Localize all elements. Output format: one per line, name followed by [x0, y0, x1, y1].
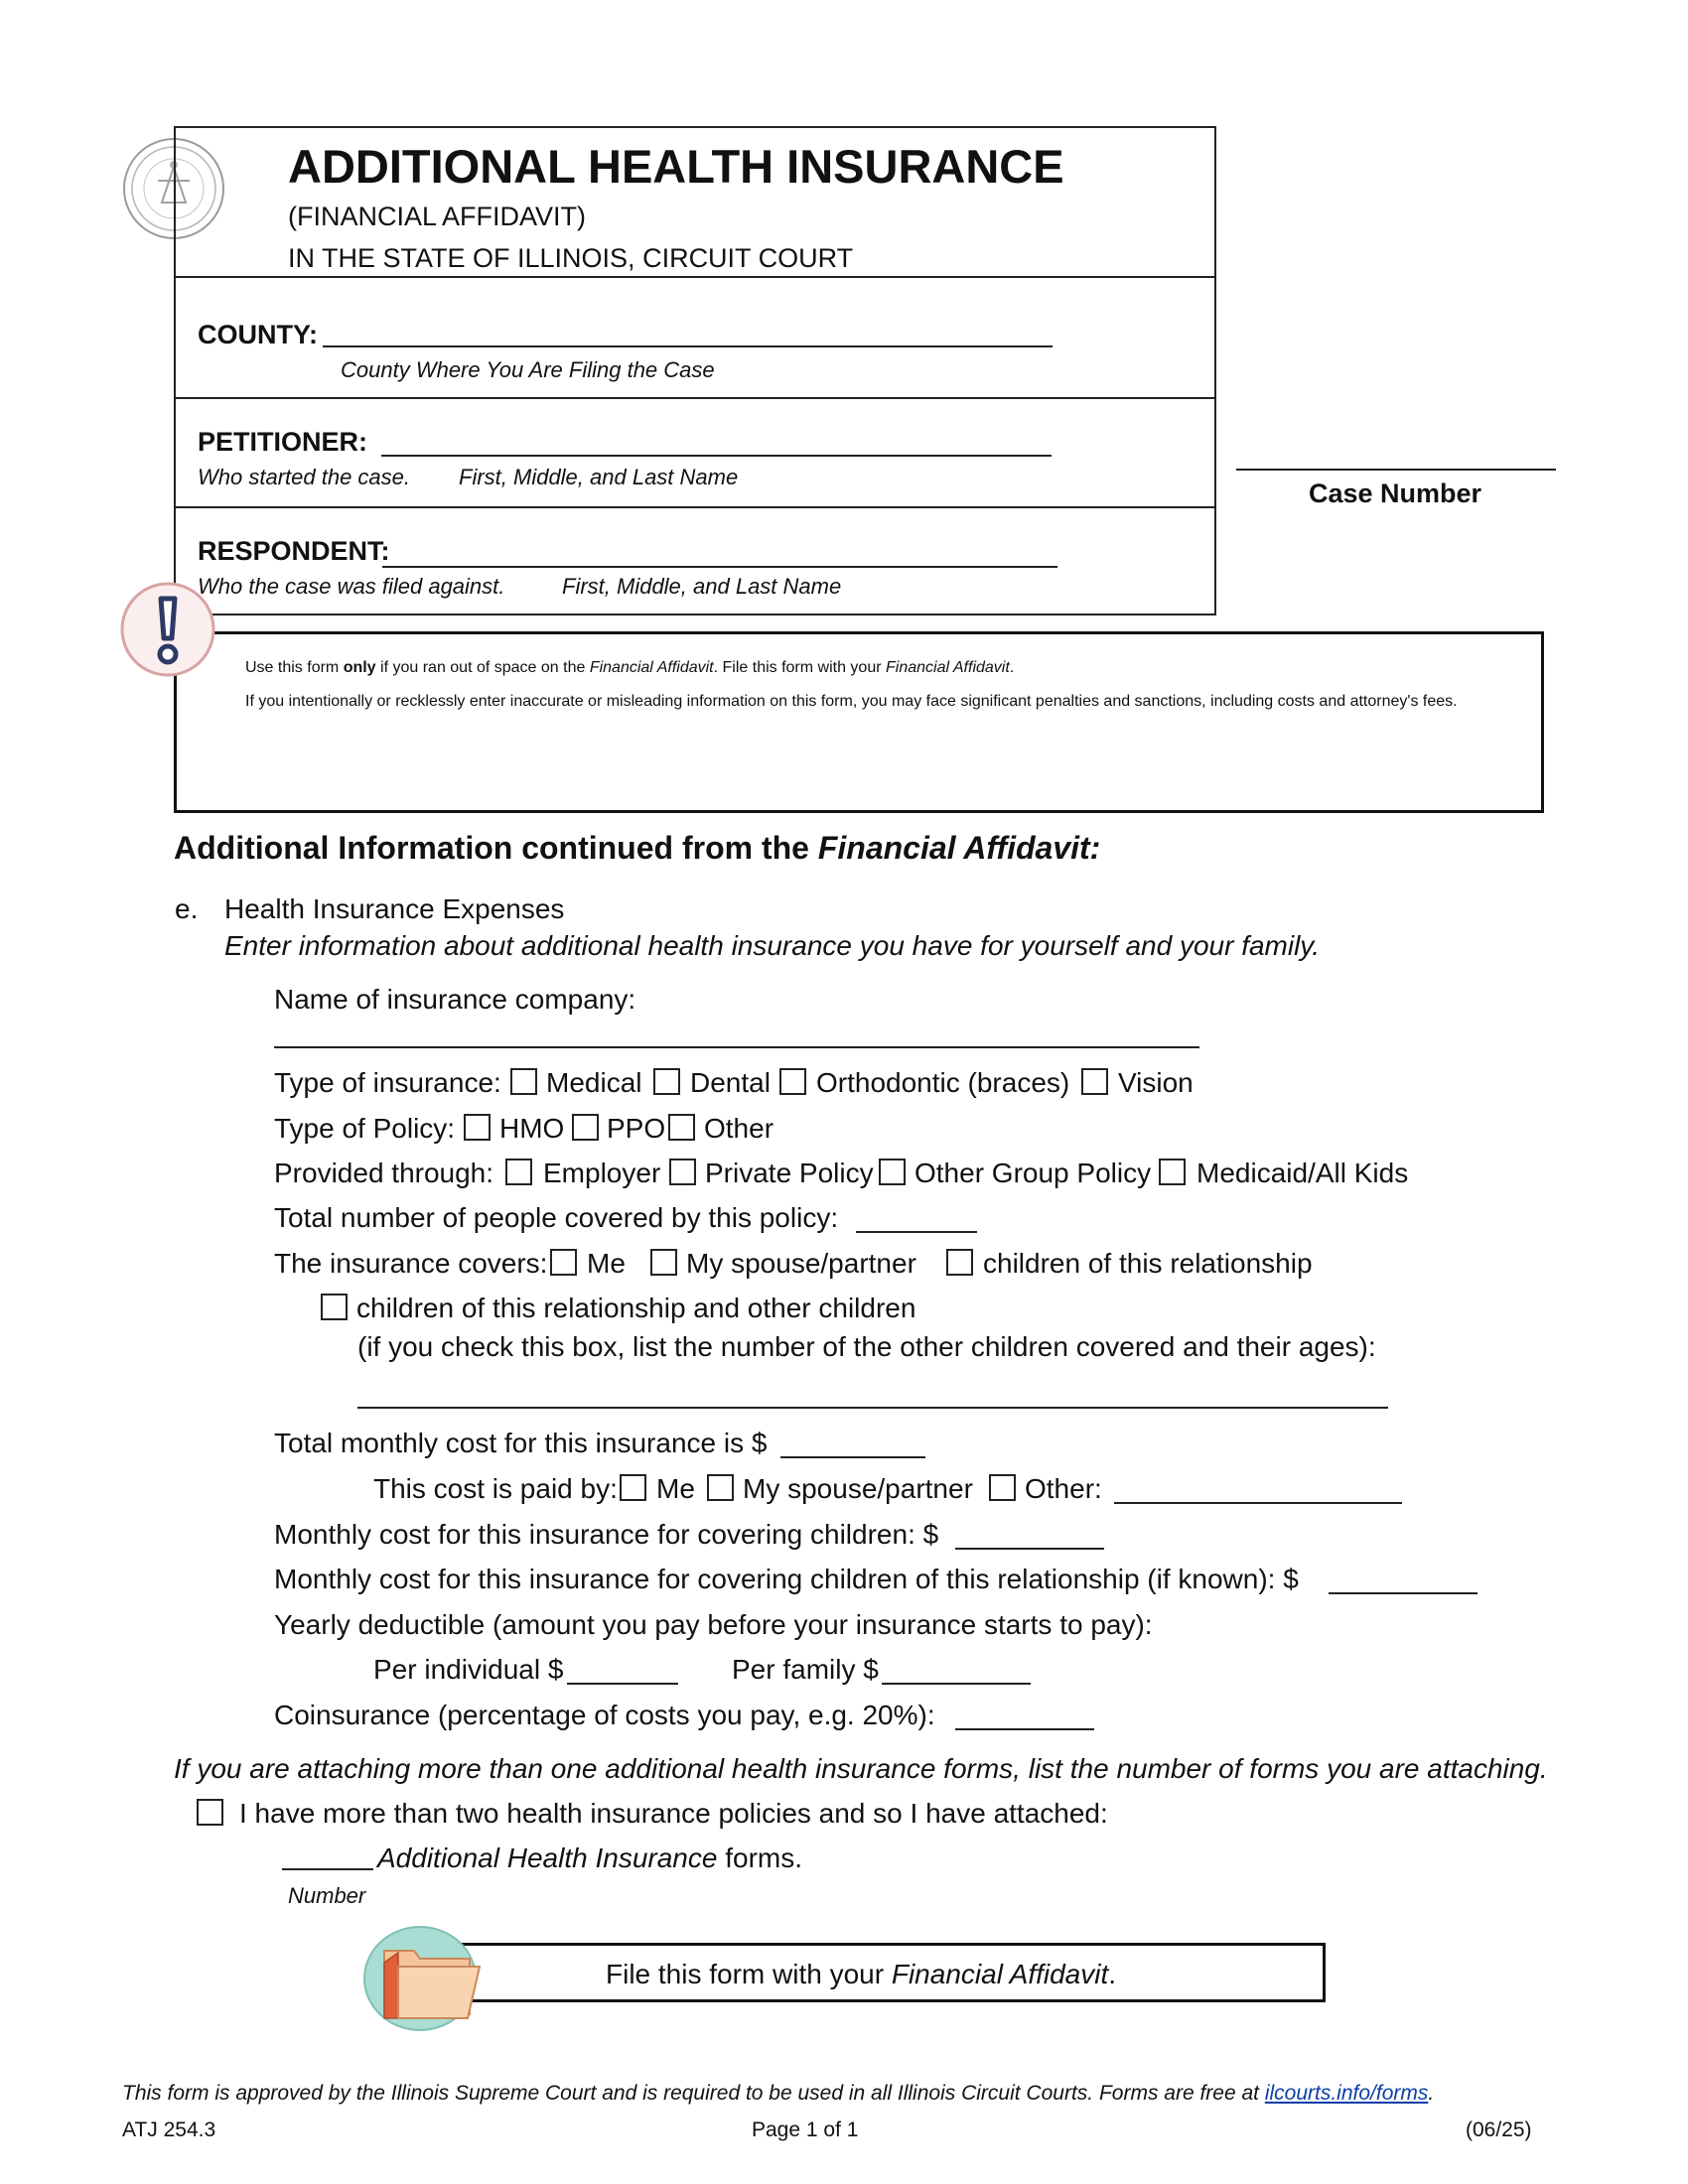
- other-group-policy-checkbox[interactable]: [879, 1159, 906, 1185]
- people-count-label: Total number of people covered by this policy:: [274, 1202, 839, 1233]
- respondent-hint-role: Who the case was filed against.: [198, 574, 505, 599]
- file-note-part: File this form with your: [606, 1959, 892, 1989]
- caption-divider: [174, 276, 1216, 278]
- coinsurance-field[interactable]: [955, 1705, 1094, 1730]
- provided-option: Medicaid/All Kids: [1196, 1158, 1409, 1188]
- per-individual-label: Per individual $: [373, 1654, 564, 1685]
- section-heading: [174, 830, 1100, 867]
- respondent-label: RESPONDENT:: [198, 536, 390, 566]
- notice-emphasis: only: [343, 659, 376, 676]
- section-heading-text: Additional Information continued from the: [174, 830, 818, 866]
- notice-text-part: .: [1009, 659, 1015, 676]
- other-children-field[interactable]: [357, 1383, 1388, 1409]
- notice-warning: If you intentionally or recklessly enter inaccurate or misleading information on this form, you may face significant penalties and sanctions, including costs and attorney's fees.: [245, 693, 1458, 710]
- paid-by-other-checkbox[interactable]: [989, 1474, 1016, 1501]
- company-field[interactable]: [274, 1023, 1199, 1048]
- respondent-hint-name: First, Middle, and Last Name: [562, 574, 842, 599]
- notice-text-part: if you ran out of space on the: [375, 659, 590, 676]
- covers-children-checkbox[interactable]: [946, 1249, 973, 1276]
- per-individual-field[interactable]: [567, 1659, 678, 1685]
- file-note-form-name: Financial Affidavit: [891, 1959, 1109, 1989]
- children-cost-label: Monthly cost for this insurance for covering children: $: [274, 1519, 939, 1550]
- form-code: ATJ 254.3: [122, 2118, 216, 2141]
- monthly-total-field[interactable]: [780, 1433, 925, 1458]
- rel-children-cost-label: Monthly cost for this insurance for covering children of this relationship (if known): $: [274, 1564, 1299, 1594]
- covers-option: children of this relationship: [983, 1248, 1313, 1279]
- covers-option: Me: [587, 1248, 626, 1279]
- alert-icon: [119, 581, 216, 678]
- type-option: Orthodontic (braces): [816, 1067, 1070, 1098]
- attach-instruction: If you are attaching more than one additional health insurance forms, list the number of forms you are attaching.: [174, 1753, 1548, 1784]
- footer-approval-text: This form is approved by the Illinois Supreme Court and is required to be used in all Illinois Circuit Courts. Forms are free at: [122, 2082, 1265, 2105]
- covers-label: The insurance covers:: [274, 1248, 548, 1279]
- page-number: Page 1 of 1: [752, 2118, 859, 2141]
- monthly-total-label: Total monthly cost for this insurance is $: [274, 1428, 768, 1458]
- type-label: Type of insurance:: [274, 1067, 501, 1098]
- petitioner-field[interactable]: [381, 429, 1052, 457]
- paid-by-label: This cost is paid by:: [373, 1473, 618, 1504]
- county-hint: County Where You Are Filing the Case: [341, 357, 715, 382]
- paid-by-option: My spouse/partner: [743, 1473, 973, 1504]
- attach-more-label: I have more than two health insurance policies and so I have attached:: [239, 1798, 1108, 1829]
- covers-note: (if you check this box, list the number of the other children covered and their ages):: [357, 1331, 1376, 1362]
- medicaid-checkbox[interactable]: [1159, 1159, 1186, 1185]
- notice-text-part: . File this form with your: [713, 659, 886, 676]
- forms-count-suffix: forms.: [717, 1843, 803, 1873]
- paid-by-option: Me: [656, 1473, 695, 1504]
- orthodontic-checkbox[interactable]: [779, 1068, 806, 1095]
- case-number-field[interactable]: [1236, 445, 1556, 471]
- case-number-label: Case Number: [1309, 478, 1482, 508]
- forms-count-label: [377, 1844, 802, 1872]
- per-family-field[interactable]: [882, 1659, 1031, 1685]
- caption-divider: [174, 397, 1216, 399]
- revision-date: (06/25): [1466, 2118, 1532, 2141]
- notice-form-name: Financial Affidavit: [589, 659, 714, 676]
- attach-more-checkbox[interactable]: [197, 1799, 223, 1826]
- covers-me-checkbox[interactable]: [550, 1249, 577, 1276]
- policy-option: Other: [704, 1113, 774, 1144]
- rel-children-cost-field[interactable]: [1329, 1569, 1477, 1594]
- footer-approval-end: .: [1428, 2082, 1435, 2105]
- per-family-label: Per family $: [732, 1654, 879, 1685]
- company-label: Name of insurance company:: [274, 984, 636, 1015]
- forms-count-hint: Number: [288, 1883, 366, 1908]
- type-option: Vision: [1118, 1067, 1194, 1098]
- file-note-text: [606, 1959, 1116, 1990]
- vision-checkbox[interactable]: [1081, 1068, 1108, 1095]
- provided-label: Provided through:: [274, 1158, 494, 1188]
- file-note-part: .: [1108, 1959, 1117, 1989]
- medical-checkbox[interactable]: [510, 1068, 537, 1095]
- footer-approval: [122, 2082, 1434, 2106]
- item-instruction: Enter information about additional health insurance you have for yourself and your family.: [224, 930, 1321, 961]
- forms-count-form-name: Additional Health Insurance: [377, 1843, 718, 1873]
- covers-other-children-checkbox[interactable]: [321, 1294, 348, 1320]
- policy-option: PPO: [607, 1113, 666, 1144]
- policy-label: Type of Policy:: [274, 1113, 456, 1144]
- section-heading-form: Financial Affidavit:: [817, 830, 1101, 866]
- caption-divider: [174, 506, 1216, 508]
- item-title: Health Insurance Expenses: [224, 893, 565, 924]
- type-option: Dental: [690, 1067, 771, 1098]
- petitioner-hint-name: First, Middle, and Last Name: [459, 465, 739, 489]
- notice-text: [245, 643, 1526, 727]
- forms-count-field[interactable]: [282, 1844, 373, 1870]
- paid-by-spouse-checkbox[interactable]: [707, 1474, 734, 1501]
- respondent-field[interactable]: [382, 540, 1057, 568]
- provided-option: Private Policy: [705, 1158, 874, 1188]
- county-field[interactable]: [323, 320, 1053, 347]
- covers-option: children of this relationship and other children: [356, 1293, 916, 1323]
- ppo-checkbox[interactable]: [572, 1114, 599, 1141]
- provided-option: Employer: [543, 1158, 661, 1188]
- dental-checkbox[interactable]: [653, 1068, 680, 1095]
- paid-by-option: Other:: [1025, 1473, 1102, 1504]
- deductible-label: Yearly deductible (amount you pay before your insurance starts to pay):: [274, 1609, 1153, 1640]
- notice-text-part: Use this form: [245, 659, 344, 676]
- children-cost-field[interactable]: [955, 1524, 1104, 1550]
- petitioner-hint-role: Who started the case.: [198, 465, 410, 489]
- type-option: Medical: [546, 1067, 642, 1098]
- forms-link[interactable]: ilcourts.info/forms: [1264, 2082, 1429, 2105]
- coinsurance-label: Coinsurance (percentage of costs you pay, e.g. 20%):: [274, 1700, 935, 1730]
- court-name: IN THE STATE OF ILLINOIS, CIRCUIT COURT: [288, 243, 854, 273]
- item-letter: e.: [175, 893, 199, 924]
- paid-by-other-field[interactable]: [1114, 1478, 1402, 1504]
- private-policy-checkbox[interactable]: [669, 1159, 696, 1185]
- petitioner-label: PETITIONER:: [198, 427, 368, 457]
- people-count-field[interactable]: [856, 1207, 977, 1233]
- other-policy-checkbox[interactable]: [668, 1114, 695, 1141]
- covers-spouse-checkbox[interactable]: [650, 1249, 677, 1276]
- paid-by-me-checkbox[interactable]: [620, 1474, 646, 1501]
- page-subtitle: (FINANCIAL AFFIDAVIT): [288, 202, 587, 231]
- provided-option: Other Group Policy: [914, 1158, 1152, 1188]
- covers-option: My spouse/partner: [686, 1248, 916, 1279]
- folder-icon: [362, 1923, 492, 2032]
- page-title: ADDITIONAL HEALTH INSURANCE: [288, 140, 1064, 193]
- policy-option: HMO: [499, 1113, 565, 1144]
- county-label: COUNTY:: [198, 320, 318, 349]
- notice-form-name: Financial Affidavit: [886, 659, 1010, 676]
- hmo-checkbox[interactable]: [464, 1114, 491, 1141]
- employer-checkbox[interactable]: [505, 1159, 532, 1185]
